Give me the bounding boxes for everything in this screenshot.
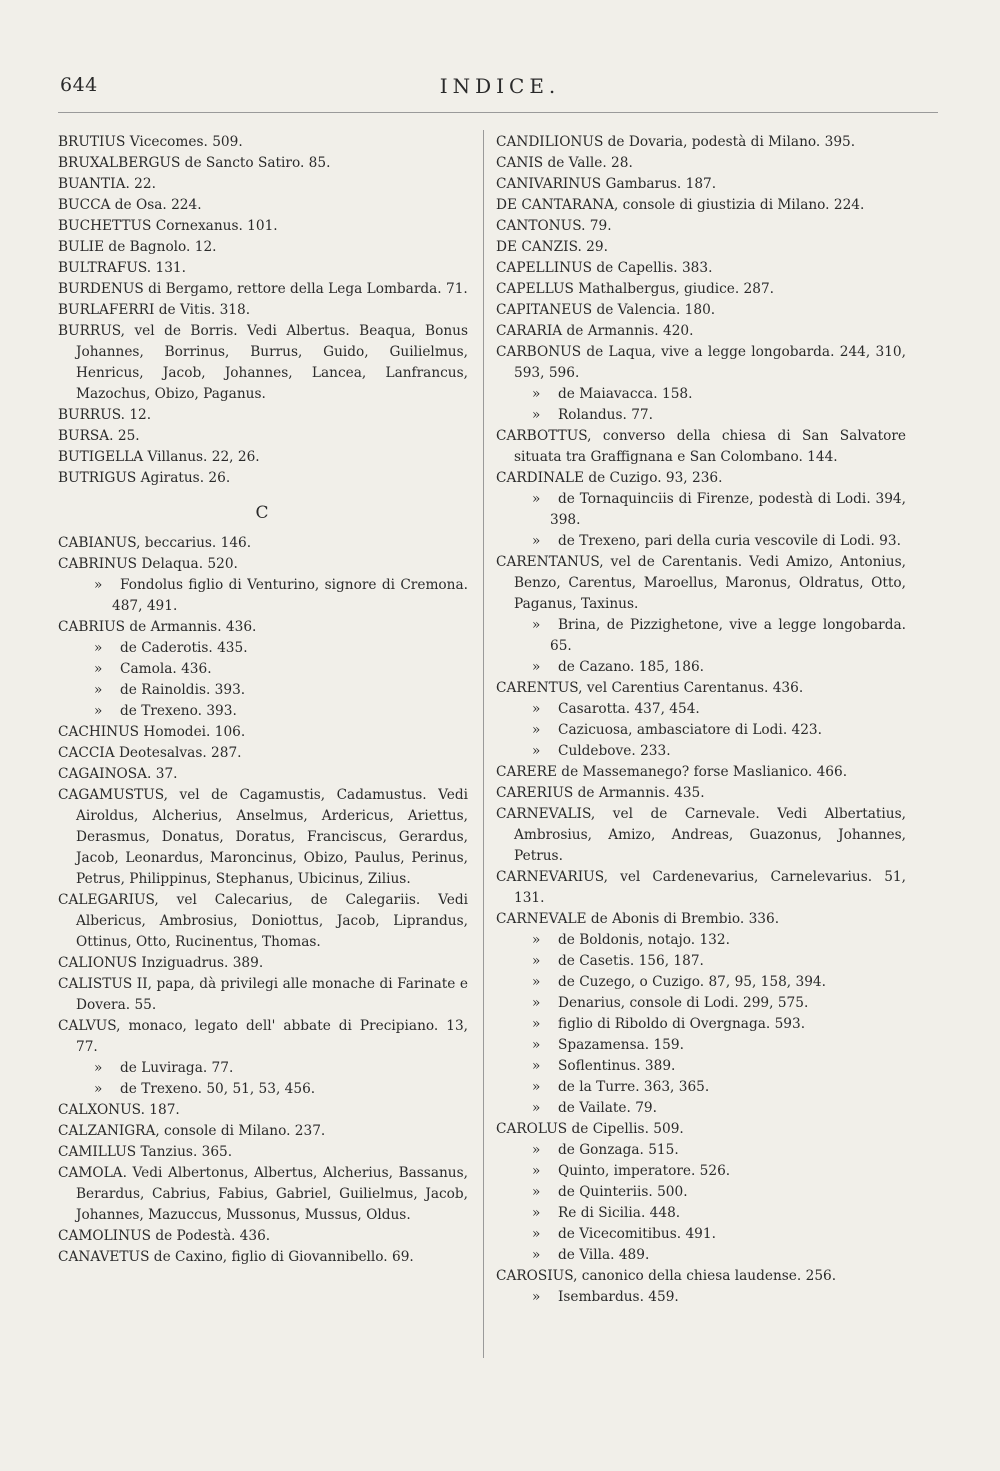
entry-text: Isembardus. 459. <box>558 1289 679 1305</box>
entry-text: BURRUS, vel de Borris. Vedi Albertus. Beaqua, Bonus Johannes, Borrinus, Burrus, Guido, Guilielmus, Henricus, Jacob, Johannes, Lancea, Lanfrancus, Mazochus, Obizo, Paganus. <box>58 323 468 402</box>
index-entry <box>58 743 468 764</box>
entry-text: CALIONUS Inziguadrus. 389. <box>58 955 264 971</box>
index-entry <box>496 237 906 258</box>
ditto-mark: » <box>94 1081 103 1097</box>
ditto-mark: » <box>532 659 541 675</box>
index-entry <box>58 617 468 638</box>
entry-text: CAROSIUS, canonico della chiesa laudense. 256. <box>496 1268 837 1284</box>
ditto-mark: » <box>532 1226 541 1242</box>
entry-text: de Caderotis. 435. <box>120 640 248 656</box>
entry-text: de Gonzaga. 515. <box>558 1142 679 1158</box>
entry-text: CALISTUS II, papa, dà privilegi alle monache di Farinate e Dovera. 55. <box>58 976 468 1013</box>
ditto-mark: » <box>532 1184 541 1200</box>
entry-text: de Quinteriis. 500. <box>558 1184 688 1200</box>
index-entry <box>496 216 906 237</box>
index-subentry <box>496 993 906 1014</box>
index-subentry <box>496 1098 906 1119</box>
index-subentry <box>58 575 468 617</box>
index-entry <box>58 1142 468 1163</box>
entry-text: BUCHETTUS Cornexanus. 101. <box>58 218 278 234</box>
entry-text: CARDINALE de Cuzigo. 93, 236. <box>496 470 723 486</box>
ditto-mark: » <box>94 577 103 593</box>
index-entry <box>58 533 468 554</box>
index-subentry <box>496 1035 906 1056</box>
entry-text: de la Turre. 363, 365. <box>558 1079 710 1095</box>
entry-text: Spazamensa. 159. <box>558 1037 684 1053</box>
index-subentry <box>496 951 906 972</box>
index-entry <box>496 342 906 384</box>
ditto-mark: » <box>532 1163 541 1179</box>
index-entry <box>496 909 906 930</box>
index-entry <box>58 890 468 953</box>
ditto-mark: » <box>532 701 541 717</box>
entry-text: BUCCA de Osa. 224. <box>58 197 202 213</box>
entry-text: Denarius, console di Lodi. 299, 575. <box>558 995 809 1011</box>
ditto-mark: » <box>532 491 541 507</box>
entry-text: CARERE de Massemanego? forse Maslianico. 466. <box>496 764 848 780</box>
entry-text: BUTRIGUS Agiratus. 26. <box>58 470 231 486</box>
index-entry <box>58 132 468 153</box>
letter-heading: C <box>255 503 271 523</box>
index-entry <box>58 258 468 279</box>
entry-text: DE CANZIS. 29. <box>496 239 608 255</box>
entry-text: DE CANTARANA, console di giustizia di Milano. 224. <box>496 197 865 213</box>
ditto-mark: » <box>532 617 541 633</box>
index-subentry <box>496 972 906 993</box>
ditto-mark: » <box>532 1289 541 1305</box>
entry-text: de Boldonis, notajo. 132. <box>558 932 730 948</box>
entry-text: BUTIGELLA Villanus. 22, 26. <box>58 449 260 465</box>
entry-text: CARENTANUS, vel de Carentanis. Vedi Amizo, Antonius, Benzo, Carentus, Maroellus, Maronus, Oldratus, Otto, Paganus, Taxinus. <box>496 554 906 612</box>
index-entry <box>496 867 906 909</box>
index-entry <box>496 552 906 615</box>
index-subentry <box>58 659 468 680</box>
page-title: INDICE. <box>439 74 561 98</box>
entry-text: BURSA. 25. <box>58 428 140 444</box>
index-subentry <box>496 405 906 426</box>
entry-text: CACCIA Deotesalvas. 287. <box>58 745 242 761</box>
ditto-mark: » <box>532 953 541 969</box>
index-subentry <box>496 1077 906 1098</box>
entry-text: CAMOLA. Vedi Albertonus, Albertus, Alcherius, Bassanus, Berardus, Cabrius, Fabius, Gabriel, Guilielmus, Jacob, Johannes, Mazuccus, Mussonus, Mussus, Oldus. <box>58 1165 468 1223</box>
entry-text: BULTRAFUS. 131. <box>58 260 186 276</box>
ditto-mark: » <box>532 1205 541 1221</box>
entry-text: CARBOTTUS, converso della chiesa di San Salvatore situata tra Graffignana e San Colombano. 144. <box>496 428 906 465</box>
index-subentry <box>496 1182 906 1203</box>
index-entry <box>58 237 468 258</box>
entry-text: de Casetis. 156, 187. <box>558 953 704 969</box>
index-subentry <box>58 1079 468 1100</box>
entry-text: Casarotta. 437, 454. <box>558 701 700 717</box>
ditto-mark: » <box>94 682 103 698</box>
entry-text: de Trexeno. 393. <box>120 703 237 719</box>
entry-text: CABRIUS de Armannis. 436. <box>58 619 257 635</box>
index-subentry <box>496 1245 906 1266</box>
ditto-mark: » <box>94 661 103 677</box>
index-subentry <box>58 638 468 659</box>
index-subentry <box>496 699 906 720</box>
index-entry <box>58 153 468 174</box>
ditto-mark: » <box>532 1016 541 1032</box>
entry-text: de Trexeno, pari della curia vescovile di Lodi. 93. <box>558 533 901 549</box>
ditto-mark: » <box>532 1037 541 1053</box>
index-entry <box>58 1247 468 1268</box>
entry-text: Cazicuosa, ambasciatore di Lodi. 423. <box>558 722 822 738</box>
index-entry <box>58 405 468 426</box>
entry-text: CABRINUS Delaqua. 520. <box>58 556 238 572</box>
index-entry <box>58 1163 468 1226</box>
ditto-mark: » <box>532 932 541 948</box>
entry-text: Fondolus figlio di Venturino, signore di Cremona. 487, 491. <box>112 577 468 614</box>
index-subentry <box>58 1058 468 1079</box>
index-entry <box>58 300 468 321</box>
index-subentry <box>496 489 906 531</box>
ditto-mark: » <box>532 533 541 549</box>
entry-text: Soflentinus. 389. <box>558 1058 676 1074</box>
entry-text: de Villa. 489. <box>558 1247 650 1263</box>
entry-text: de Cuzego, o Cuzigo. 87, 95, 158, 394. <box>558 974 826 990</box>
entry-text: figlio di Riboldo di Overgnaga. 593. <box>558 1016 806 1032</box>
index-entry <box>58 426 468 447</box>
entry-text: CARENTUS, vel Carentius Carentanus. 436. <box>496 680 804 696</box>
index-subentry <box>496 720 906 741</box>
index-entry <box>496 1266 906 1287</box>
index-subentry <box>496 1014 906 1035</box>
index-subentry <box>58 701 468 722</box>
entry-text: CANAVETUS de Caxino, figlio di Giovannibello. 69. <box>58 1249 414 1265</box>
ditto-mark: » <box>532 386 541 402</box>
index-entry <box>58 1121 468 1142</box>
entry-text: BURRUS. 12. <box>58 407 152 423</box>
index-entry <box>496 426 906 468</box>
ditto-mark: » <box>532 995 541 1011</box>
index-subentry <box>496 1161 906 1182</box>
entry-text: CALXONUS. 187. <box>58 1102 180 1118</box>
entry-text: CARNEVARIUS, vel Cardenevarius, Carnelevarius. 51, 131. <box>496 869 906 906</box>
index-subentry <box>496 1287 906 1308</box>
ditto-mark: » <box>532 1142 541 1158</box>
entry-text: de Vicecomitibus. 491. <box>558 1226 716 1242</box>
entry-text: Culdebove. 233. <box>558 743 671 759</box>
index-entry <box>496 279 906 300</box>
index-subentry <box>496 531 906 552</box>
ditto-mark: » <box>532 1079 541 1095</box>
entry-text: Brina, de Pizzighetone, vive a legge longobarda. 65. <box>550 617 906 654</box>
index-entry <box>58 1100 468 1121</box>
index-subentry <box>496 615 906 657</box>
ditto-mark: » <box>94 1060 103 1076</box>
entry-text: CAGAINOSA. 37. <box>58 766 178 782</box>
column-divider <box>483 130 484 1358</box>
entry-text: BURLAFERRI de Vitis. 318. <box>58 302 251 318</box>
index-entry <box>496 321 906 342</box>
ditto-mark: » <box>532 1247 541 1263</box>
index-subentry <box>496 1056 906 1077</box>
entry-text: Quinto, imperatore. 526. <box>558 1163 731 1179</box>
entry-text: BRUTIUS Vicecomes. 509. <box>58 134 243 150</box>
entry-text: Rolandus. 77. <box>558 407 653 423</box>
entry-text: CACHINUS Homodei. 106. <box>58 724 246 740</box>
index-entry <box>58 468 468 489</box>
entry-text: BULIE de Bagnolo. 12. <box>58 239 217 255</box>
entry-text: de Rainoldis. 393. <box>120 682 246 698</box>
index-entry <box>496 1119 906 1140</box>
index-entry <box>496 300 906 321</box>
index-entry <box>496 258 906 279</box>
entry-text: de Cazano. 185, 186. <box>558 659 705 675</box>
index-entry <box>58 447 468 468</box>
entry-text: Camola. 436. <box>120 661 212 677</box>
entry-text: BRUXALBERGUS de Sancto Satiro. 85. <box>58 155 331 171</box>
index-entry <box>496 132 906 153</box>
ditto-mark: » <box>94 640 103 656</box>
entry-text: CARBONUS de Laqua, vive a legge longobarda. 244, 310, 593, 596. <box>496 344 906 381</box>
entry-text: CANIVARINUS Gambarus. 187. <box>496 176 717 192</box>
entry-text: CAGAMUSTUS, vel de Cagamustis, Cadamustus. Vedi Airoldus, Alcherius, Anselmus, Ardericus, Ariettus, Derasmus, Donatus, Doratus, Franciscus, Gerardus, Jacob, Leonardus, Maroncinus, Obizo, Paulus, Perinus, Petrus, Philippinus, Stephanus, Ubicinus, Zilius. <box>58 787 468 887</box>
entry-text: CANIS de Valle. 28. <box>496 155 633 171</box>
index-entry <box>496 468 906 489</box>
index-entry <box>496 762 906 783</box>
entry-text: de Vailate. 79. <box>558 1100 657 1116</box>
index-entry <box>58 174 468 195</box>
entry-text: CABIANUS, beccarius. 146. <box>58 535 252 551</box>
ditto-mark: » <box>532 407 541 423</box>
index-subentry <box>496 1140 906 1161</box>
entry-text: CALVUS, monaco, legato dell' abbate di Precipiano. 13, 77. <box>58 1018 468 1055</box>
entry-text: CARNEVALE de Abonis di Brembio. 336. <box>496 911 780 927</box>
entry-text: CAMOLINUS de Podestà. 436. <box>58 1228 271 1244</box>
entry-text: de Tornaquinciis di Firenze, podestà di Lodi. 394, 398. <box>550 491 906 528</box>
entry-text: CANTONUS. 79. <box>496 218 612 234</box>
index-entry <box>496 153 906 174</box>
index-entry <box>58 764 468 785</box>
index-entry <box>58 216 468 237</box>
index-entry <box>496 174 906 195</box>
ditto-mark: » <box>94 703 103 719</box>
entry-text: CALZANIGRA, console di Milano. 237. <box>58 1123 326 1139</box>
entry-text: de Maiavacca. 158. <box>558 386 693 402</box>
entry-text: CARNEVALIS, vel de Carnevale. Vedi Albertatius, Ambrosius, Amizo, Andreas, Guazonus, Johannes, Petrus. <box>496 806 906 864</box>
entry-text: de Trexeno. 50, 51, 53, 456. <box>120 1081 316 1097</box>
index-entry <box>58 195 468 216</box>
index-entry <box>58 554 468 575</box>
index-column-left <box>58 132 468 1268</box>
entry-text: BURDENUS di Bergamo, rettore della Lega Lombarda. 71. <box>58 281 468 297</box>
entry-text: BUANTIA. 22. <box>58 176 156 192</box>
index-entry <box>496 783 906 804</box>
entry-text: de Luviraga. 77. <box>120 1060 234 1076</box>
index-subentry <box>496 1224 906 1245</box>
entry-text: CARARIA de Armannis. 420. <box>496 323 694 339</box>
entry-text: Re di Sicilia. 448. <box>558 1205 681 1221</box>
page-number: 644 <box>60 74 98 96</box>
index-column-right <box>496 132 906 1308</box>
page-header <box>60 74 940 104</box>
ditto-mark: » <box>532 1058 541 1074</box>
index-entry <box>58 722 468 743</box>
index-entry <box>58 279 468 300</box>
index-subentry <box>58 680 468 701</box>
entry-text: CALEGARIUS, vel Calecarius, de Calegariis. Vedi Albericus, Ambrosius, Doniottus, Jacob, Liprandus, Ottinus, Otto, Rucinentus, Thomas. <box>58 892 468 950</box>
index-subentry <box>496 741 906 762</box>
entry-text: CAPELLINUS de Capellis. 383. <box>496 260 713 276</box>
entry-text: CANDILIONUS de Dovaria, podestà di Milano. 395. <box>496 134 856 150</box>
ditto-mark: » <box>532 722 541 738</box>
entry-text: CAROLUS de Cipellis. 509. <box>496 1121 684 1137</box>
index-subentry <box>496 657 906 678</box>
index-subentry <box>496 384 906 405</box>
entry-text: CAPELLUS Mathalbergus, giudice. 287. <box>496 281 775 297</box>
index-entry <box>496 195 906 216</box>
index-entry <box>58 785 468 890</box>
entry-text: CAPITANEUS de Valencia. 180. <box>496 302 716 318</box>
index-entry <box>58 1016 468 1058</box>
index-entry <box>58 321 468 405</box>
index-entry <box>58 953 468 974</box>
entry-text: CAMILLUS Tanzius. 365. <box>58 1144 233 1160</box>
index-entry <box>496 804 906 867</box>
header-rule <box>58 112 938 113</box>
ditto-mark: » <box>532 974 541 990</box>
index-entry <box>496 678 906 699</box>
ditto-mark: » <box>532 1100 541 1116</box>
index-entry <box>58 1226 468 1247</box>
index-entry <box>58 974 468 1016</box>
index-subentry <box>496 1203 906 1224</box>
entry-text: CARERIUS de Armannis. 435. <box>496 785 705 801</box>
ditto-mark: » <box>532 743 541 759</box>
index-subentry <box>496 930 906 951</box>
